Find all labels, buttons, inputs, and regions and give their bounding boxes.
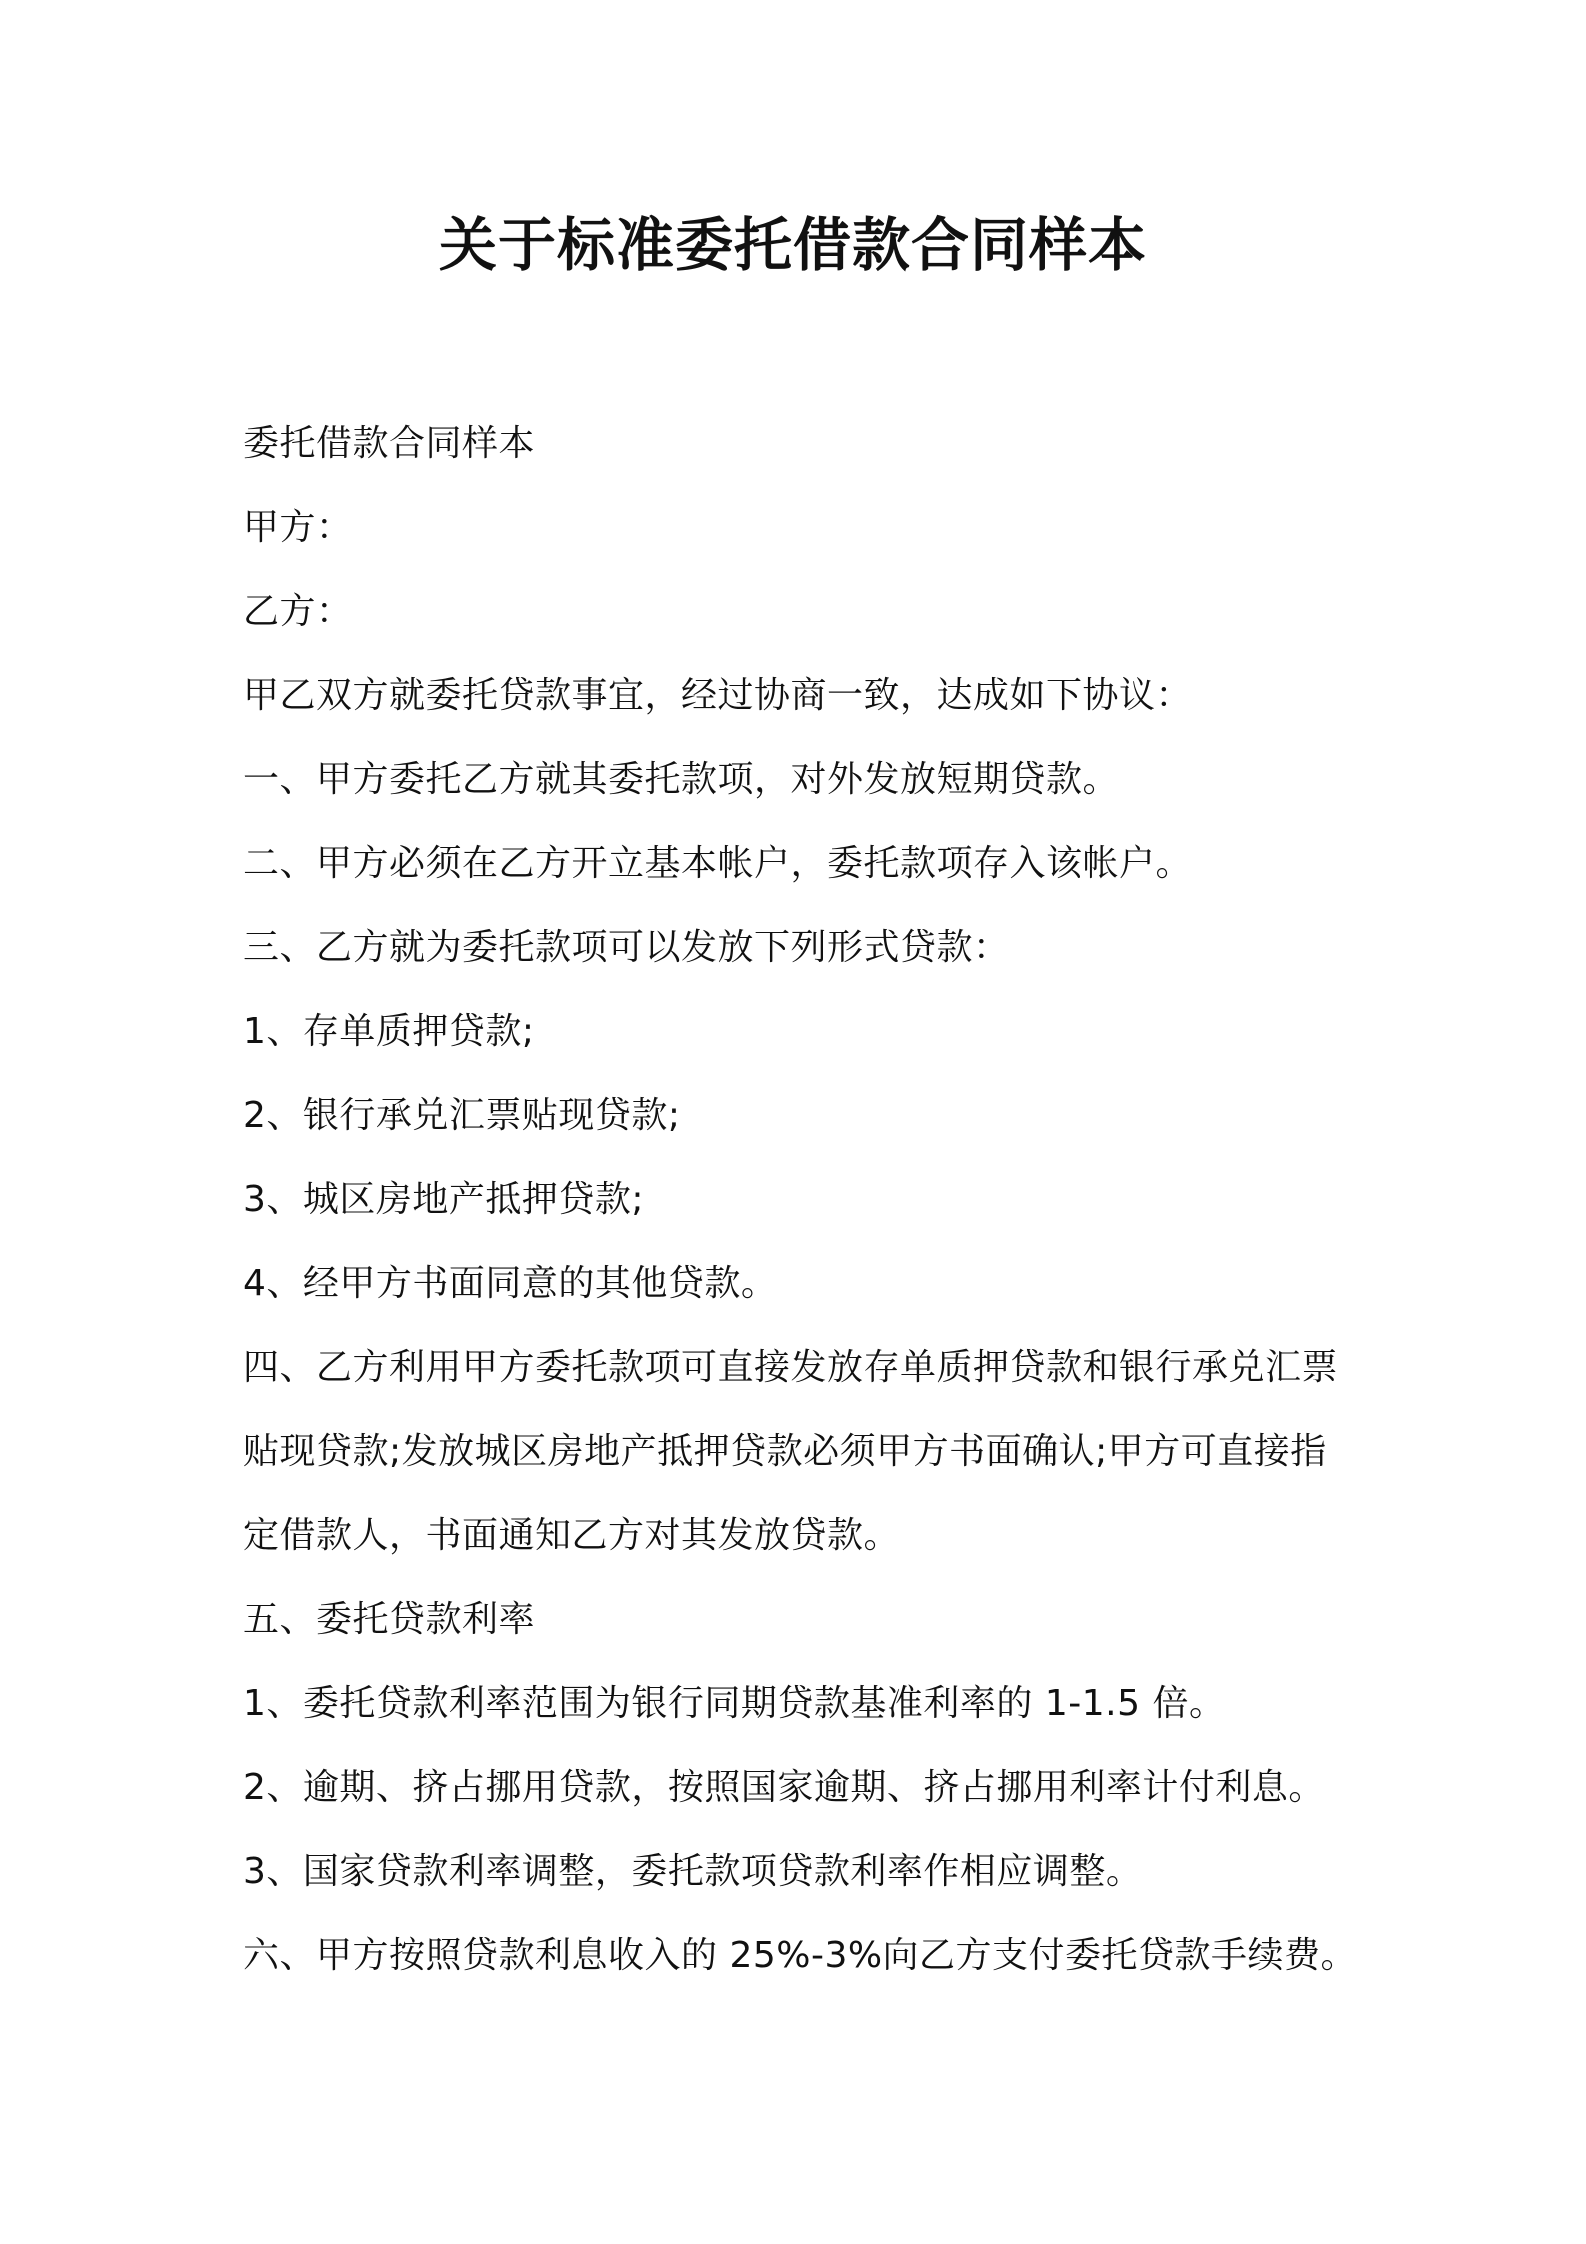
document-body — [243, 402, 1373, 1998]
clause-1: 一、甲方委托乙方就其委托款项，对外发放短期贷款。 — [243, 759, 1120, 800]
party-b-line: 乙方： — [243, 591, 353, 632]
clause-3-item-3: 3、城区房地产抵押贷款; — [243, 1179, 645, 1220]
agreement-intro: 甲乙双方就委托贷款事宜，经过协商一致，达成如下协议： — [243, 675, 1193, 716]
clause-2: 二、甲方必须在乙方开立基本帐户，委托款项存入该帐户。 — [243, 843, 1193, 884]
clause-6: 六、甲方按照贷款利息收入的 25%-3%向乙方支付委托贷款手续费。 — [243, 1935, 1358, 1976]
clause-4-line-1: 四、乙方利用甲方委托款项可直接发放存单质押贷款和银行承兑汇票 — [243, 1347, 1339, 1388]
clause-5-heading: 五、委托贷款利率 — [243, 1599, 536, 1640]
party-a-line: 甲方： — [243, 507, 353, 548]
clause-3-item-2: 2、银行承兑汇票贴现贷款; — [243, 1095, 681, 1136]
clause-5-item-3: 3、国家贷款利率调整，委托款项贷款利率作相应调整。 — [243, 1851, 1143, 1892]
clause-5-item-2: 2、逾期、挤占挪用贷款，按照国家逾期、挤占挪用利率计付利息。 — [243, 1767, 1325, 1808]
subtitle: 委托借款合同样本 — [243, 423, 536, 464]
clause-5-item-1: 1、委托贷款利率范围为银行同期贷款基准利率的 1-1.5 倍。 — [243, 1683, 1226, 1724]
clause-3-item-4: 4、经甲方书面同意的其他贷款。 — [243, 1263, 778, 1304]
document-title: 关于标准委托借款合同样本 — [438, 211, 1147, 279]
clause-3: 三、乙方就为委托款项可以发放下列形式贷款： — [243, 927, 1010, 968]
clause-3-item-1: 1、存单质押贷款; — [243, 1011, 535, 1052]
clause-4-line-2: 贴现贷款;发放城区房地产抵押贷款必须甲方书面确认;甲方可直接指 — [243, 1431, 1327, 1472]
clause-4-line-3: 定借款人，书面通知乙方对其发放贷款。 — [243, 1515, 901, 1556]
